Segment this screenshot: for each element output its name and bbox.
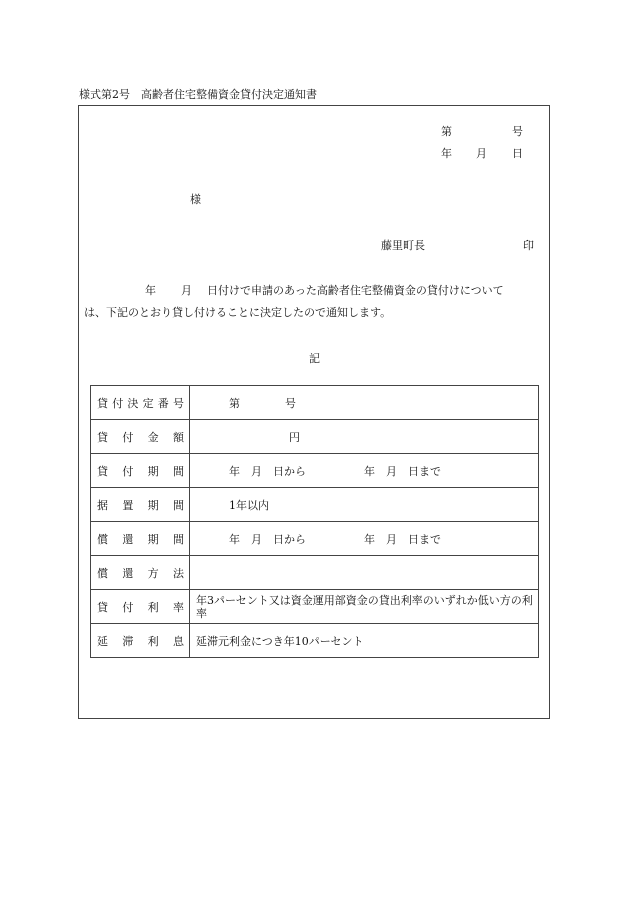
label-char: 率: [172, 600, 184, 614]
date-year: 年: [441, 147, 452, 160]
table-row: [91, 590, 539, 624]
body-year: 年: [145, 284, 156, 297]
label-char: 号: [172, 396, 184, 410]
label-char: 期: [147, 464, 159, 478]
row-label: [91, 590, 190, 624]
row-label: [91, 522, 190, 556]
label-char: 据: [97, 498, 108, 512]
interest-rate-value: 年3パーセント又は資金運用部資金の貸出利率のいずれか低い方の利率: [196, 593, 533, 620]
label-char: 額: [172, 430, 184, 444]
row-label: [91, 556, 190, 590]
label-char: 期: [147, 532, 159, 546]
grace-period-cell: [190, 488, 539, 522]
label-char: 付: [112, 396, 124, 410]
label-char: 貸: [97, 430, 108, 444]
number-prefix: 第: [441, 125, 452, 138]
date-day: 日: [512, 147, 523, 160]
label-char: 利: [147, 600, 159, 614]
period-end: 年 月 日まで: [364, 464, 441, 478]
row-label: [91, 624, 190, 658]
late-interest-value: 延滞元利金につき年10パーセント: [196, 634, 364, 648]
label-char: 間: [172, 532, 184, 546]
late-interest-cell: [190, 624, 539, 658]
label-char: 付: [122, 464, 134, 478]
loan-period-cell: [190, 454, 539, 488]
table-row: [91, 386, 539, 420]
row-label: [91, 420, 190, 454]
label-char: 付: [122, 600, 134, 614]
date-month: 月: [476, 147, 487, 160]
issuer: 藤里町長: [381, 239, 425, 252]
label-char: 決: [127, 396, 139, 410]
label-char: 法: [172, 566, 184, 580]
row-label: [91, 386, 190, 420]
repay-end: 年 月 日まで: [364, 532, 441, 546]
label-char: 還: [122, 566, 134, 580]
decision-number-cell: [190, 386, 539, 420]
grace-period-value: 1年以内: [229, 498, 269, 512]
seal-mark: 印: [523, 239, 534, 252]
repayment-method-cell: [190, 556, 539, 590]
table-row: [91, 556, 539, 590]
repayment-period-cell: [190, 522, 539, 556]
label-char: 利: [147, 634, 159, 648]
period-start: 年 月 日から: [229, 464, 306, 478]
row-label: [91, 454, 190, 488]
table-row: [91, 488, 539, 522]
loan-amount-cell: [190, 420, 539, 454]
label-char: 償: [97, 566, 108, 580]
row-label: [91, 488, 190, 522]
body-line1-text: 日付けで申請のあった高齢者住宅整備資金の貸付けについて: [207, 284, 504, 297]
label-char: 貸: [97, 396, 108, 410]
loan-detail-table: [90, 385, 539, 658]
label-char: 方: [147, 566, 159, 580]
label-char: 付: [122, 430, 134, 444]
decision-number-prefix: 第: [229, 396, 240, 410]
number-suffix: 号: [512, 125, 523, 138]
body-month: 月: [181, 284, 192, 297]
label-char: 息: [172, 634, 184, 648]
body-line2: は、下記のとおり貸し付けることに決定したので通知します。: [84, 306, 392, 319]
interest-rate-cell: [190, 590, 539, 624]
label-char: 間: [172, 464, 184, 478]
amount-unit: 円: [289, 430, 300, 444]
label-char: 金: [147, 430, 159, 444]
label-char: 貸: [97, 464, 108, 478]
label-char: 還: [122, 532, 134, 546]
ki-heading: 記: [309, 352, 320, 365]
table-row: [91, 522, 539, 556]
recipient-honorific: 様: [190, 193, 201, 206]
label-char: 間: [172, 498, 184, 512]
label-char: 延: [97, 634, 108, 648]
label-char: 期: [147, 498, 159, 512]
form-title: 様式第2号 高齢者住宅整備資金貸付決定通知書: [79, 88, 317, 101]
label-char: 貸: [97, 600, 108, 614]
label-char: 定: [142, 396, 154, 410]
table-row: [91, 420, 539, 454]
repay-start: 年 月 日から: [229, 532, 306, 546]
label-char: 償: [97, 532, 108, 546]
decision-number-suffix: 号: [285, 396, 296, 410]
label-char: 置: [122, 498, 134, 512]
table-row: [91, 624, 539, 658]
label-char: 滞: [122, 634, 134, 648]
label-char: 番: [157, 396, 169, 410]
table-row: [91, 454, 539, 488]
